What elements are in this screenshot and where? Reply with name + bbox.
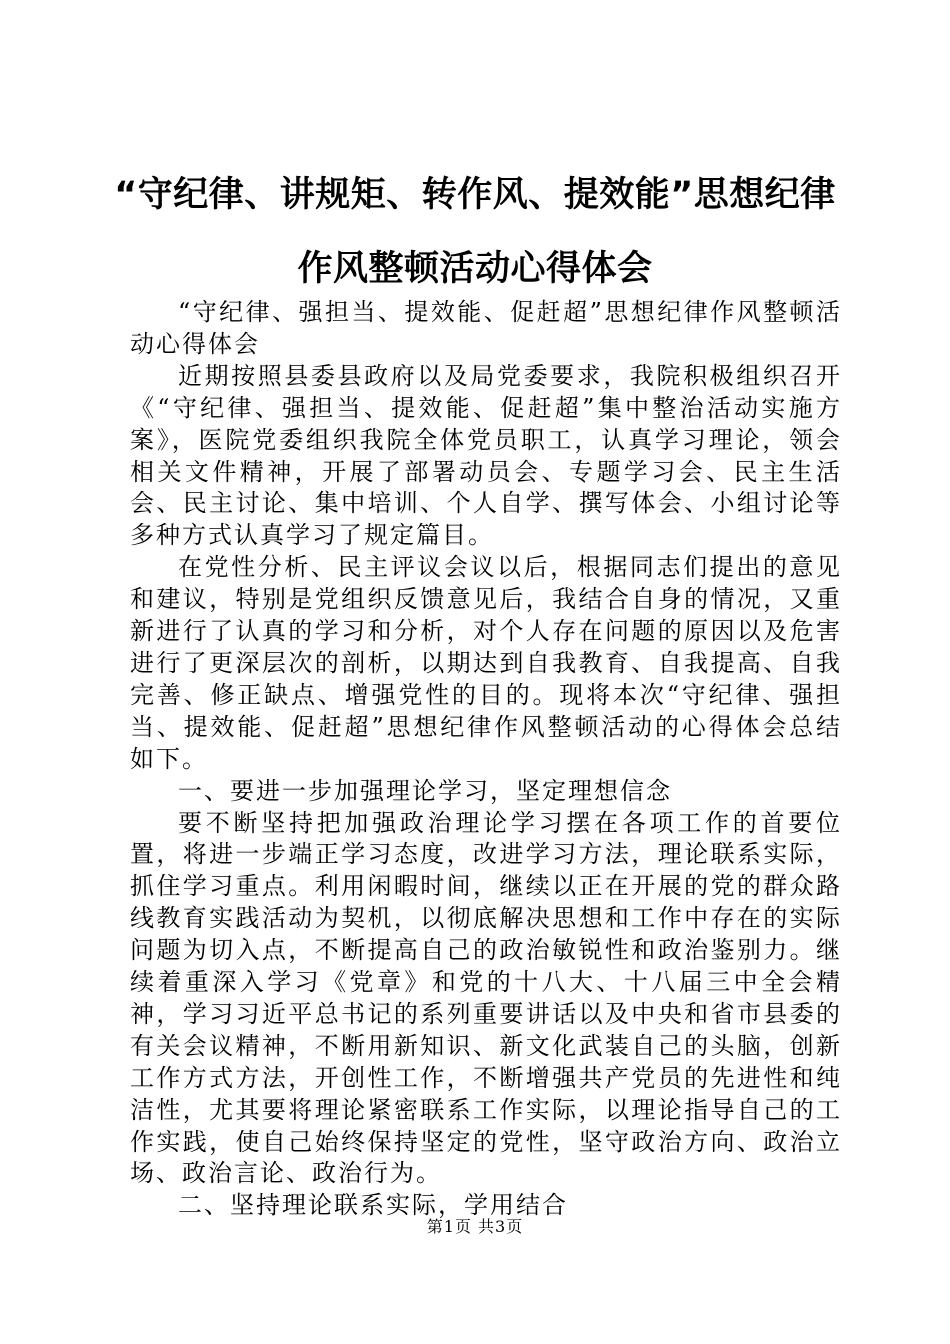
- page-number-footer: 第1页 共3页: [426, 1217, 524, 1236]
- document-title: “守纪律、讲规矩、转作风、提效能”思想纪律作风整顿活动心得体会: [114, 175, 836, 289]
- section-heading: 二、坚持理论联系实际，学用结合: [178, 1191, 568, 1220]
- document-body: [130, 297, 842, 1222]
- subtitle-paragraph: “守纪律、强担当、提效能、促赶超”思想纪律作风整顿活动心得体会: [130, 298, 842, 358]
- body-paragraph: 近期按照县委县政府以及局党委要求，我院积极组织召开《“守纪律、强担当、提效能、促赶超”集中整治活动实施方案》，医院党委组织我院全体党员职工，认真学习理论，领会相关文件精神，开展了部署动员会、专题学习会、民主生活会、民主讨论、集中培训、个人自学、撰写体会、小组讨论等多种方式认真学习了规定篇目。: [130, 361, 842, 550]
- body-paragraph: 在党性分析、民主评议会议以后，根据同志们提出的意见和建议，特别是党组织反馈意见后，我结合自身的情况，又重新进行了认真的学习和分析，对个人存在问题的原因以及危害进行了更深层次的剖析，以期达到自我教育、自我提高、自我完善、修正缺点、增强党性的目的。现将本次“守纪律、强担当、提效能、促赶超”思想纪律作风整顿活动的心得体会总结如下。: [130, 553, 842, 773]
- body-paragraph: 要不断坚持把加强政治理论学习摆在各项工作的首要位置，将进一步端正学习态度，改进学习方法，理论联系实际，抓住学习重点。利用闲暇时间，继续以正在开展的党的群众路线教育实践活动为契机，以彻底解决思想和工作中存在的实际问题为切入点，不断提高自己的政治敏锐性和政治鉴别力。继续着重深入学习《党章》和党的十八大、十八届三中全会精神，学习习近平总书记的系列重要讲话以及中央和省市县委的有关会议精神，不断用新知识、新文化武装自己的头脑，创新工作方式方法，开创性工作，不断增强共产党员的先进性和纯洁性，尤其要将理论紧密联系工作实际，以理论指导自己的工作实践，使自己始终保持坚定的党性，坚守政治方向、政治立场、政治言论、政治行为。: [130, 808, 842, 1188]
- section-heading: 一、要进一步加强理论学习，坚定理想信念: [178, 776, 672, 805]
